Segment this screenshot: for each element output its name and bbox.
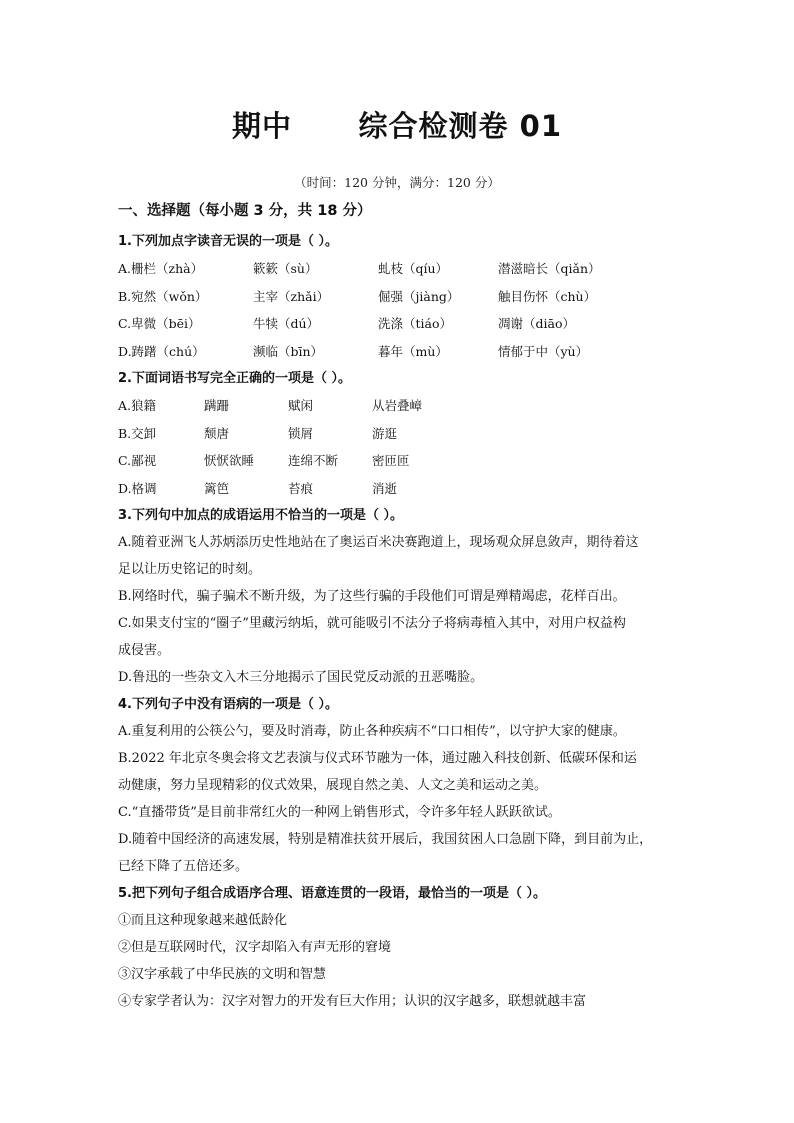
option-item: 蹒跚 — [204, 398, 230, 413]
option-item: 洗涤（tiáo） — [378, 316, 452, 331]
question-2-option-row — [118, 475, 688, 503]
option-item: C.卑微（bēi） — [118, 316, 201, 331]
question-5-prompt: 5.把下列句子组合成语序合理、语意连贯的一段语，最恰当的一项是（ ）。 — [118, 886, 547, 901]
exam-subtitle: （时间：120 分钟，满分：120 分） — [294, 175, 500, 190]
option-item: 触目伤怀（chù） — [498, 288, 597, 304]
question-4-option-d: D.随着中国经济的高速发展，特别是精准扶贫开展后，我国贫困人口急剧下降，到目前为止， — [118, 832, 653, 847]
option-item: 凋谢（diāo） — [498, 316, 575, 331]
option-item: 濒临（bīn） — [253, 343, 324, 359]
option-item: 连绵不断 — [288, 453, 339, 468]
option-item: 消逝 — [372, 480, 398, 496]
option-item: A.狼籍 — [118, 398, 157, 413]
option-item: 锁屑 — [288, 425, 314, 441]
option-item: B.交卸 — [118, 425, 157, 441]
question-1-prompt: 1.下列加点字读音无误的一项是（ ）。 — [118, 234, 339, 249]
question-5-item-2: ②但是互联网时代，汉字却陷入有声无形的窘境 — [118, 940, 392, 955]
question-4-option-c: C.“直播带货”是目前非常红火的一种网上销售形式，令许多年轻人跃跃欲试。 — [118, 805, 561, 820]
question-3-option-b: B.网络时代，骗子骗术不断升级，为了这些行骗的手段他们可谓是殚精竭虑，花样百出。 — [118, 589, 626, 604]
question-2-option-row — [118, 447, 688, 475]
question-3-option-d: D.鲁迅的一些杂文入木三分地揭示了国民党反动派的丑恶嘴脸。 — [118, 670, 484, 685]
question-3-option-a-cont: 足以让历史铭记的时刻。 — [118, 562, 262, 577]
question-5-item-4: ④专家学者认为：汉字对智力的开发有巨大作用；认识的汉字越多，联想就越丰富 — [118, 994, 587, 1009]
question-2-prompt: 2.下面词语书写完全正确的一项是（ ）。 — [118, 371, 352, 386]
question-1-option-row — [118, 338, 688, 366]
question-5-item-1: ①而且这种现象越来越低龄化 — [118, 913, 288, 928]
option-item: 恹恹欲睡 — [204, 453, 255, 468]
option-item: 暮年（mù） — [378, 343, 448, 359]
question-1-option-row — [118, 283, 688, 311]
question-4-option-d-cont: 已经下降了五倍还多。 — [118, 859, 249, 874]
option-item: 密匝匝 — [372, 453, 410, 468]
option-item: 虬枝（qíu） — [378, 261, 449, 276]
option-item: 苔痕 — [288, 480, 314, 496]
question-5-item-3: ③汉字承载了中华民族的文明和智慧 — [118, 967, 327, 982]
question-3-option-c-cont: 成侵害。 — [118, 643, 171, 658]
option-item: D.格调 — [118, 480, 157, 496]
option-item: 倔强（jiàng） — [378, 288, 460, 304]
exam-title: 期中 综合检测卷 01 — [231, 109, 563, 143]
question-3-option-a: A.随着亚洲飞人苏炳添历史性地站在了奥运百米决赛跑道上，现场观众屏息敛声，期待着这 — [118, 535, 639, 550]
question-3-option-c: C.如果支付宝的“圈子”里藏污纳垢，就可能吸引不法分子将病毒植入其中，对用户权益构 — [118, 616, 626, 631]
option-item: 主宰（zhǎi） — [253, 288, 330, 304]
option-item: 潜滋暗长（qiǎn） — [498, 261, 601, 276]
option-item: A.栅栏（zhà） — [118, 261, 204, 276]
option-item: B.宛然（wǒn） — [118, 288, 208, 304]
question-4-option-b-cont: 动健康，努力呈现精彩的仪式效果，展现自然之美、人文之美和运动之美。 — [118, 778, 548, 793]
option-item: 簌簌（sù） — [253, 261, 318, 276]
question-2-option-row — [118, 392, 688, 420]
option-item: 游逛 — [372, 425, 398, 441]
option-item: D.踌躇（chú） — [118, 343, 205, 359]
question-1-option-row — [118, 310, 688, 338]
option-item: 牛犊（dú） — [253, 316, 320, 331]
questions — [118, 228, 688, 1015]
option-item: 情郁于中（yù） — [498, 343, 589, 359]
option-item: 赋闲 — [288, 398, 314, 413]
question-2-option-row — [118, 420, 688, 448]
section-heading: 一、选择题（每小题 3 分，共 18 分） — [118, 203, 372, 219]
question-4-prompt: 4.下列句子中没有语病的一项是（ ）。 — [118, 697, 339, 712]
question-4-option-b: B.2022 年北京冬奥会将文艺表演与仪式环节融为一体，通过融入科技创新、低碳环保和运 — [118, 751, 637, 766]
option-item: 从岩叠嶂 — [372, 398, 423, 413]
option-item: 颓唐 — [204, 425, 230, 441]
question-1-option-row — [118, 255, 688, 283]
option-item: C.鄙视 — [118, 453, 157, 468]
question-4-option-a: A.重复利用的公筷公勺，要及时消毒，防止各种疾病不“口口相传”，以守护大家的健康。 — [118, 724, 626, 739]
question-3-prompt: 3.下列句中加点的成语运用不恰当的一项是（ ）。 — [118, 508, 404, 523]
option-item: 篱笆 — [204, 480, 230, 496]
